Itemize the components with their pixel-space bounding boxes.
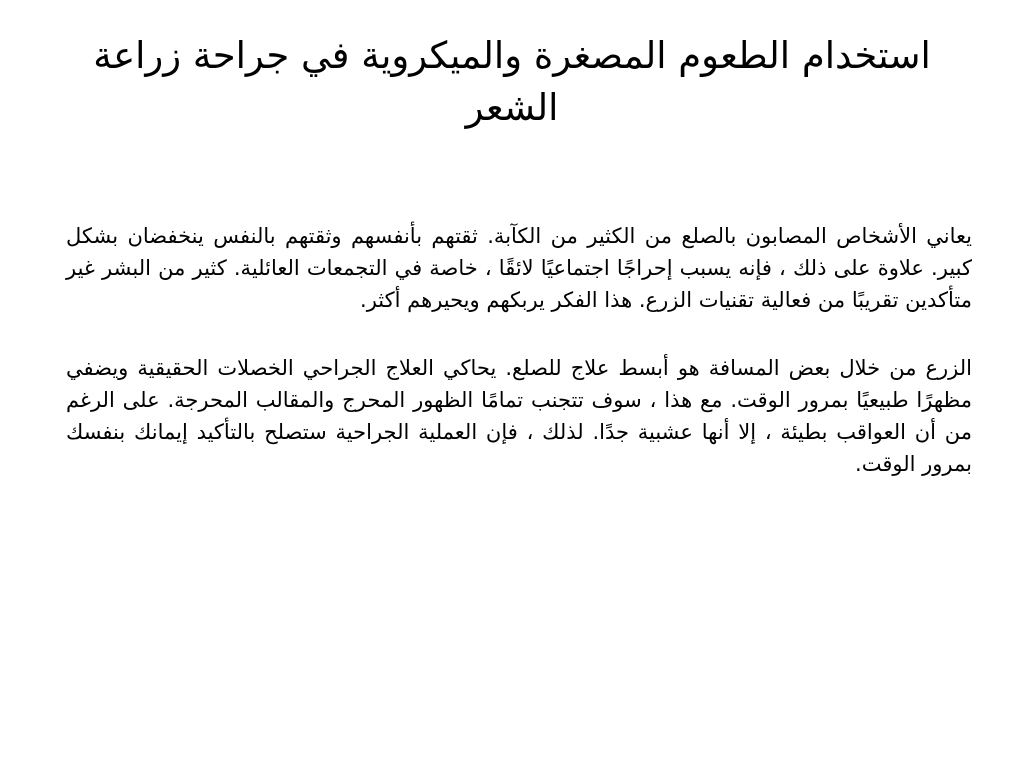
slide-body (66, 220, 972, 516)
body-paragraph-2: الزرع من خلال بعض المسافة هو أبسط علاج للصلع. يحاكي العلاج الجراحي الخصلات الحقيقية ويضفي مظهرًا طبيعيًا بمرور الوقت. مع هذا ، سوف تتجنب تمامًا الظهور المحرج والمقالب المحرجة. على الرغم من أن العواقب بطيئة ، إلا أنها عشبية جدًا. لذلك ، فإن العملية الجراحية ستصلح بالتأكيد إيمانك بنفسك بمرور الوقت. (66, 356, 972, 476)
slide-title: استخدام الطعوم المصغرة والميكروية في جراحة زراعة الشعر (93, 34, 931, 129)
body-paragraph-1: يعاني الأشخاص المصابون بالصلع من الكثير من الكآبة. ثقتهم بأنفسهم وثقتهم بالنفس ينخفضان بشكل كبير. علاوة على ذلك ، فإنه يسبب إحراجًا اجتماعيًا لائقًا ، خاصة في التجمعات العائلية. كثير من البشر غير متأكدين تقريبًا من فعالية تقنيات الزرع. هذا الفكر يربكهم ويحيرهم أكثر. (66, 224, 972, 312)
